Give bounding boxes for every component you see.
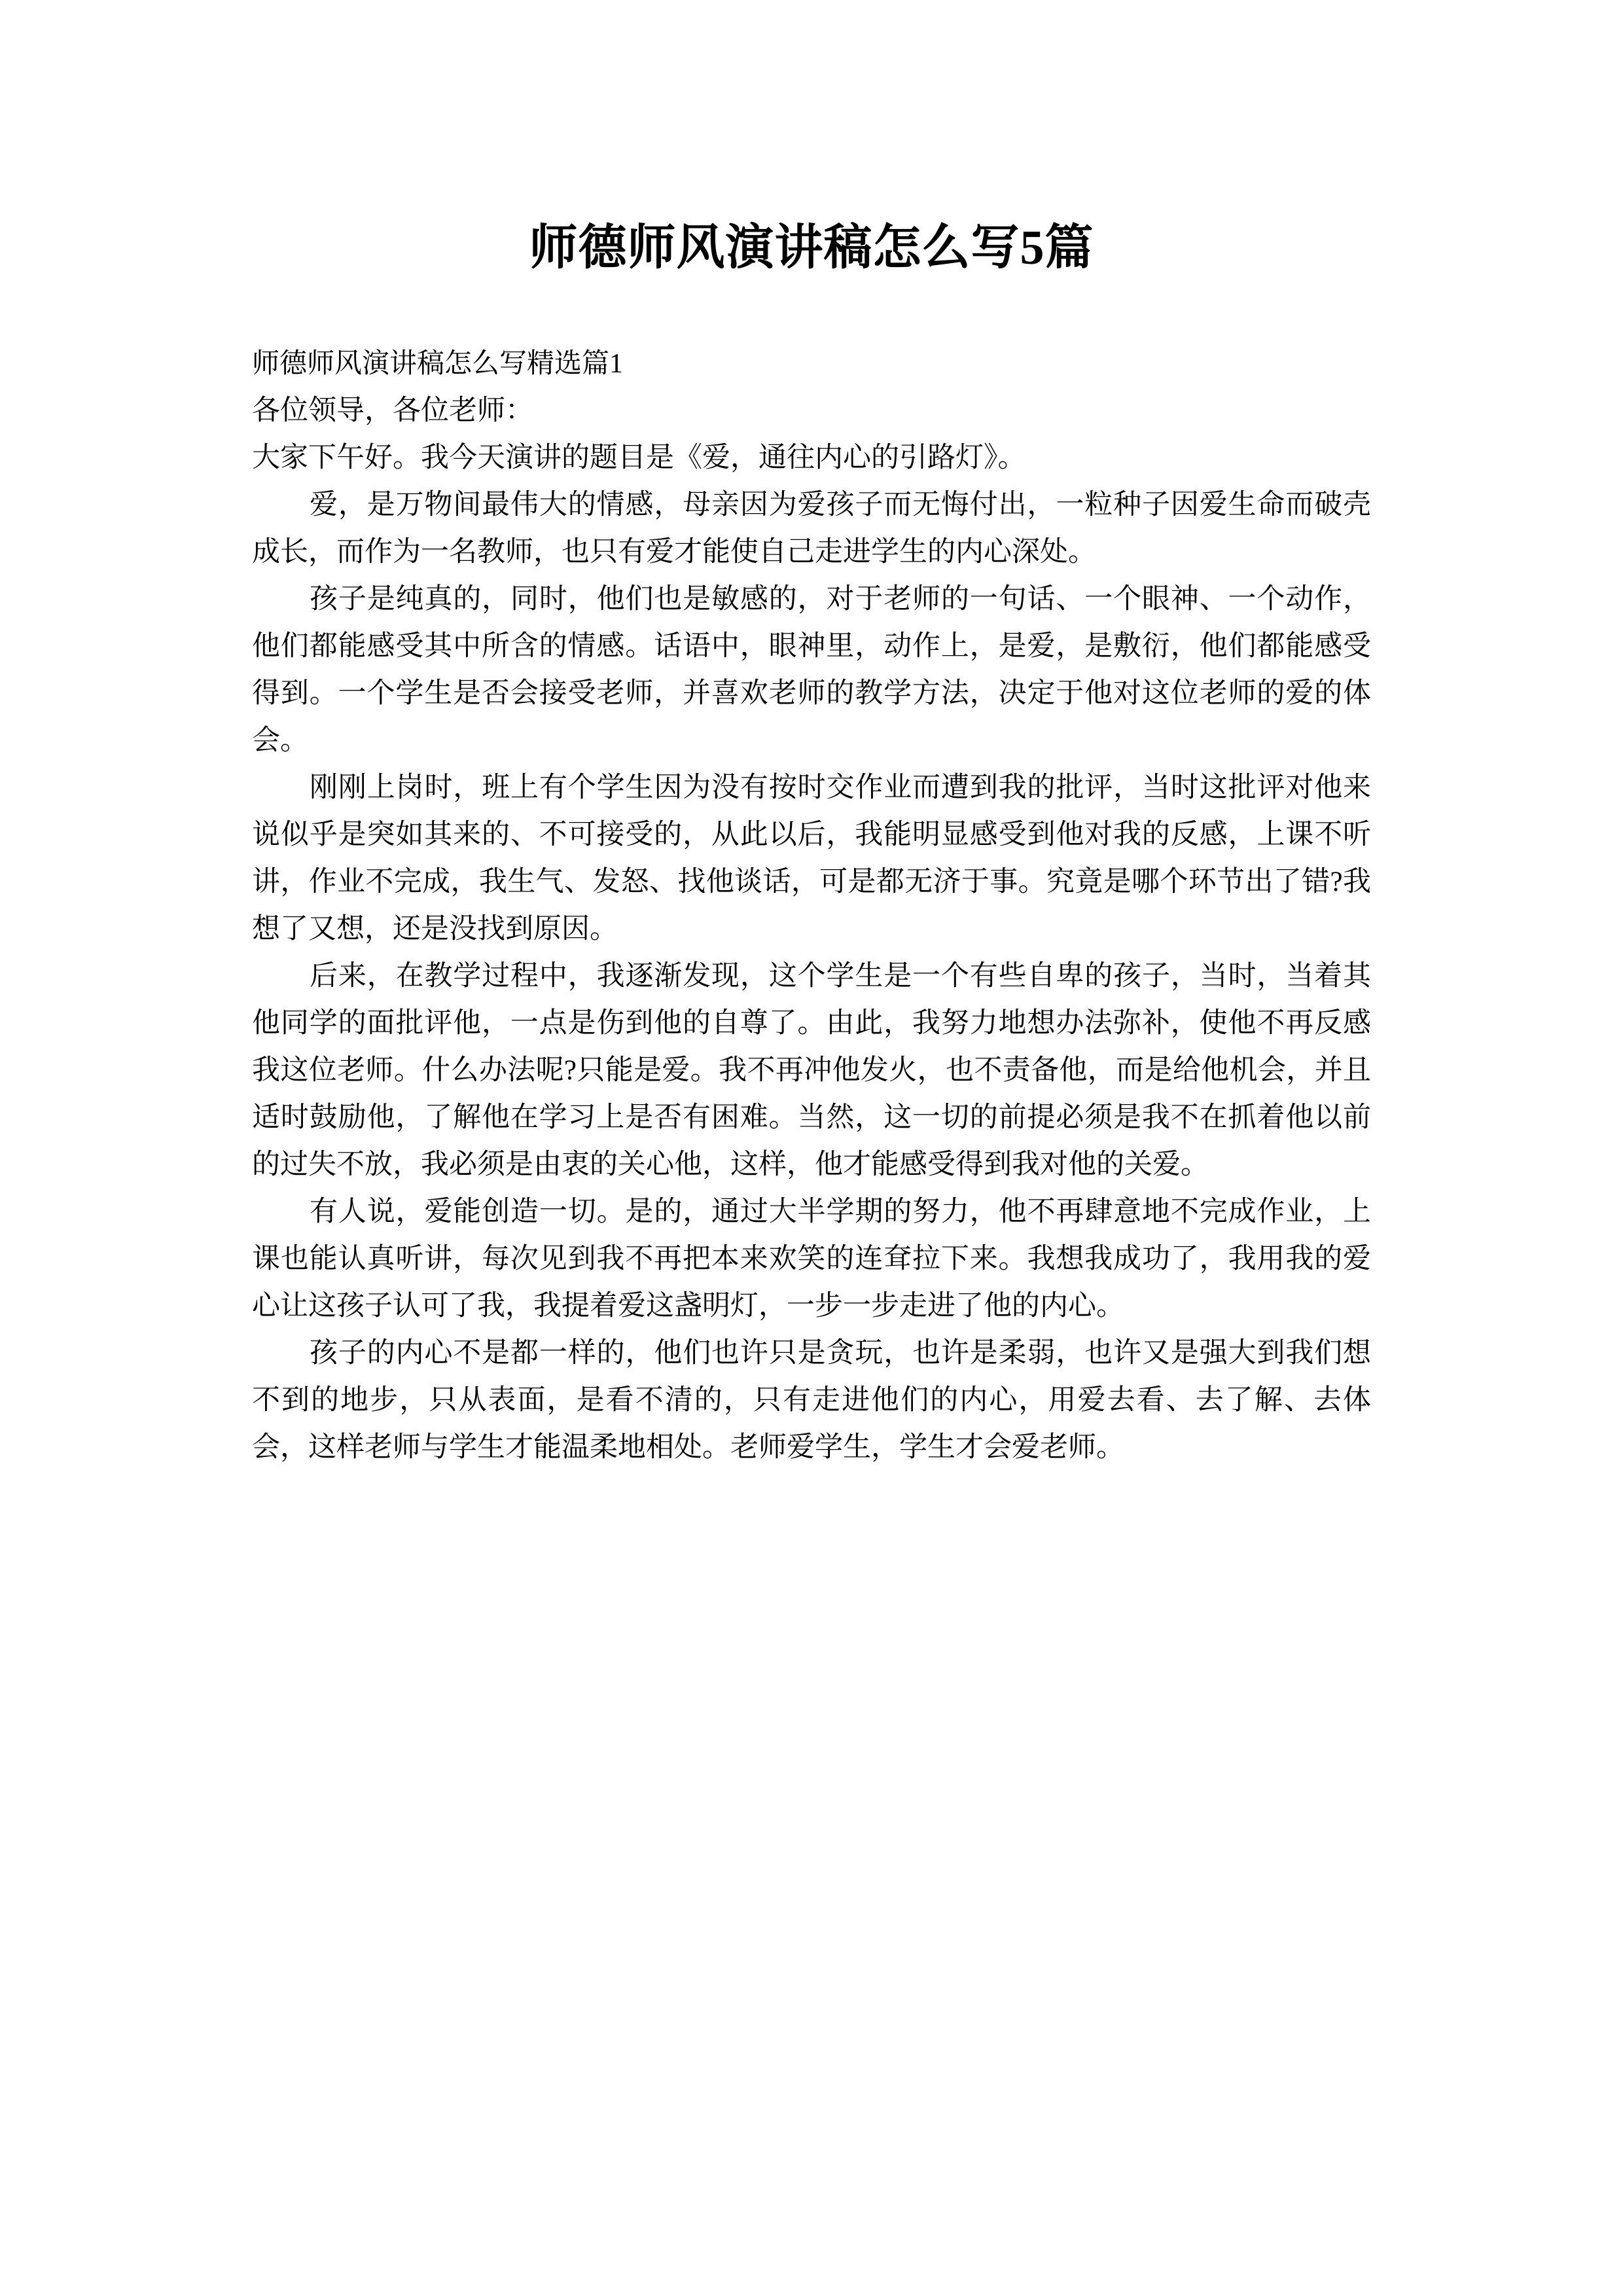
body-paragraph: 孩子的内心不是都一样的，他们也许只是贪玩，也许是柔弱，也许又是强大到我们想不到的地步，只从表面，是看不清的，只有走进他们的内心，用爱去看、去了解、去体会，这样老师与学生才能温柔地相处。老师爱学生，学生才会爱老师。: [252, 1338, 1371, 1463]
page-title: 师德师风演讲稿怎么写5篇: [529, 221, 1094, 275]
salutation-line: 各位领导，各位老师：: [252, 395, 533, 426]
greeting-line: 大家下午好。我今天演讲的题目是《爱，通往内心的引路灯》。: [252, 442, 1026, 473]
body-paragraph: 孩子是纯真的，同时，他们也是敏感的，对于老师的一句话、一个眼神、一个动作，他们都能感受其中所含的情感。话语中，眼神里，动作上，是爱，是敷衍，他们都能感受得到。一个学生是否会接受老师，并喜欢老师的教学方法，决定于他对这位老师的爱的体会。: [252, 584, 1371, 756]
body-paragraph: 爱，是万物间最伟大的情感，母亲因为爱孩子而无悔付出，一粒种子因爱生命而破壳成长，而作为一名教师，也只有爱才能使自己走进学生的内心深处。: [252, 490, 1371, 567]
body-paragraph: 刚刚上岗时，班上有个学生因为没有按时交作业而遭到我的批评，当时这批评对他来说似乎是突如其来的、不可接受的，从此以后，我能明显感受到他对我的反感，上课不听讲，作业不完成，我生气、发怒、找他谈话，可是都无济于事。究竟是哪个环节出了错?我想了又想，还是没找到原因。: [252, 772, 1371, 944]
body-paragraph: 有人说，爱能创造一切。是的，通过大半学期的努力，他不再肆意地不完成作业，上课也能认真听讲，每次见到我不再把本来欢笑的连耷拉下来。我想我成功了，我用我的爱心让这孩子认可了我，我提着爱这盏明灯，一步一步走进了他的内心。: [252, 1196, 1371, 1321]
section-heading: 师德师风演讲稿怎么写精选篇1: [252, 349, 624, 379]
document-body: [252, 340, 1371, 1471]
body-paragraph: 后来，在教学过程中，我逐渐发现，这个学生是一个有些自卑的孩子，当时，当着其他同学的面批评他，一点是伤到他的自尊了。由此，我努力地想办法弥补，使他不再反感我这位老师。什么办法呢?只能是爱。我不再冲他发火，也不责备他，而是给他机会，并且适时鼓励他，了解他在学习上是否有困难。当然，这一切的前提必须是我不在抓着他以前的过失不放，我必须是由衷的关心他，这样，他才能感受得到我对他的关爱。: [252, 961, 1371, 1180]
